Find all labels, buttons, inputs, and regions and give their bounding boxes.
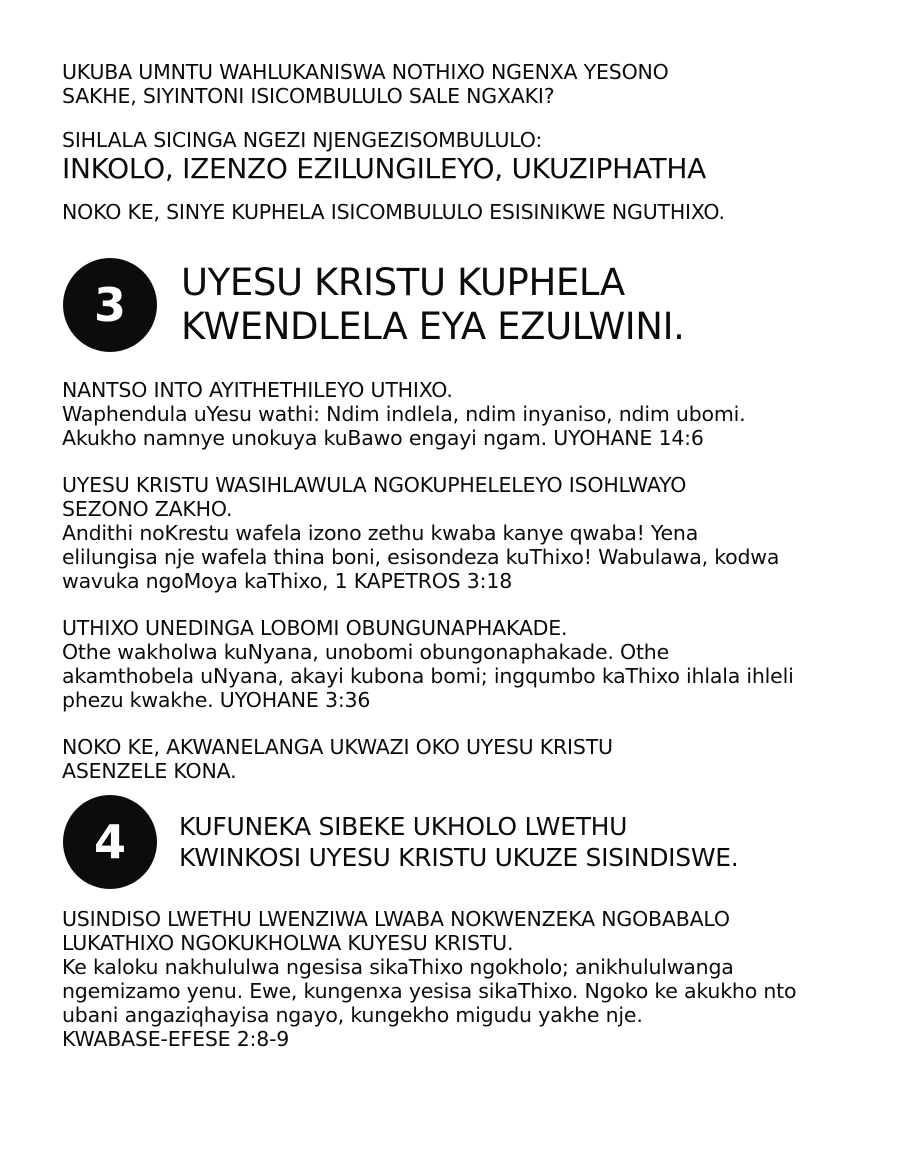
- paragraph-heading: USINDISO LWETHU LWENZIWA LWABA NOKWENZEKA NGOBABALO: [62, 907, 730, 931]
- intro-lead: SIHLALA SICINGA NGEZI NJENGEZISOMBULULO:: [62, 128, 543, 152]
- section-4-title: [179, 811, 738, 873]
- section-4-number-badge: 4: [63, 795, 157, 889]
- paragraph-body-line: Waphendula uYesu wathi: Ndim indlela, ndim inyaniso, ndim ubomi.: [62, 402, 746, 426]
- paragraph-heading: LUKATHIXO NGOKUKHOLWA KUYESU KRISTU.: [62, 931, 514, 955]
- section-3-paragraph-4: [62, 735, 852, 783]
- paragraph-body-line: wavuka ngoMoya kaThixo, 1 KAPETROS 3:18: [62, 569, 513, 593]
- paragraph-body-line: Othe wakholwa kuNyana, unobomi obungonaphakade. Othe: [62, 640, 670, 664]
- paragraph-body-line: ubani angaziqhayisa ngayo, kungekho migudu yakhe nje.: [62, 1003, 643, 1027]
- intro-closing: NOKO KE, SINYE KUPHELA ISICOMBULULO ESISINIKWE NGUTHIXO.: [62, 200, 725, 224]
- section-4-paragraph: [62, 907, 852, 1051]
- section-3-paragraph-2: [62, 473, 852, 593]
- tract-page: [62, 60, 852, 1051]
- section-4-title-line-1: KUFUNEKA SIBEKE UKHOLO LWETHU: [179, 812, 628, 841]
- paragraph-body-line: akamthobela uNyana, akayi kubona bomi; ingqumbo kaThixo ihlala ihleli: [62, 664, 794, 688]
- section-3-paragraph-3: [62, 616, 852, 712]
- section-3-number-badge: 3: [63, 258, 157, 352]
- paragraph-heading: UTHIXO UNEDINGA LOBOMI OBUNGUNAPHAKADE.: [62, 616, 568, 640]
- section-3-heading: [63, 258, 852, 352]
- paragraph-heading: ASENZELE KONA.: [62, 759, 237, 783]
- paragraph-body-line: Akukho namnye unokuya kuBawo engayi ngam. UYOHANE 14:6: [62, 426, 704, 450]
- section-4-heading: [63, 795, 852, 889]
- paragraph-body-line: Ke kaloku nakhululwa ngesisa sikaThixo ngokholo; anikhululwanga: [62, 955, 734, 979]
- section-3-paragraph-1: [62, 378, 852, 450]
- intro-list: INKOLO, IZENZO EZILUNGILEYO, UKUZIPHATHA: [62, 152, 706, 185]
- paragraph-body-line: ngemizamo yenu. Ewe, kungenxa yesisa sikaThixo. Ngoko ke akukho nto: [62, 979, 797, 1003]
- section-4-title-line-2: KWINKOSI UYESU KRISTU UKUZE SISINDISWE.: [179, 843, 739, 872]
- scripture-reference: KWABASE-EFESE 2:8-9: [62, 1027, 290, 1051]
- section-3-title: [181, 261, 684, 349]
- paragraph-body-line: phezu kwakhe. UYOHANE 3:36: [62, 688, 371, 712]
- intro-question: [62, 60, 852, 108]
- section-3-title-line-1: UYESU KRISTU KUPHELA: [181, 261, 625, 304]
- section-3-title-line-2: KWENDLELA EYA EZULWINI.: [181, 305, 685, 348]
- paragraph-heading: NOKO KE, AKWANELANGA UKWAZI OKO UYESU KRISTU: [62, 735, 613, 759]
- paragraph-body-line: elilungisa nje wafela thina boni, esisondeza kuThixo! Wabulawa, kodwa: [62, 545, 780, 569]
- paragraph-body-line: Andithi noKrestu wafela izono zethu kwaba kanye qwaba! Yena: [62, 521, 699, 545]
- paragraph-heading: SEZONO ZAKHO.: [62, 497, 233, 521]
- paragraph-heading: NANTSO INTO AYITHETHILEYO UTHIXO.: [62, 378, 453, 402]
- intro-question-line-1: UKUBA UMNTU WAHLUKANISWA NOTHIXO NGENXA YESONO: [62, 60, 669, 84]
- paragraph-heading: UYESU KRISTU WASIHLAWULA NGOKUPHELELEYO ISOHLWAYO: [62, 473, 687, 497]
- intro-question-line-2: SAKHE, SIYINTONI ISICOMBULULO SALE NGXAKI?: [62, 84, 555, 108]
